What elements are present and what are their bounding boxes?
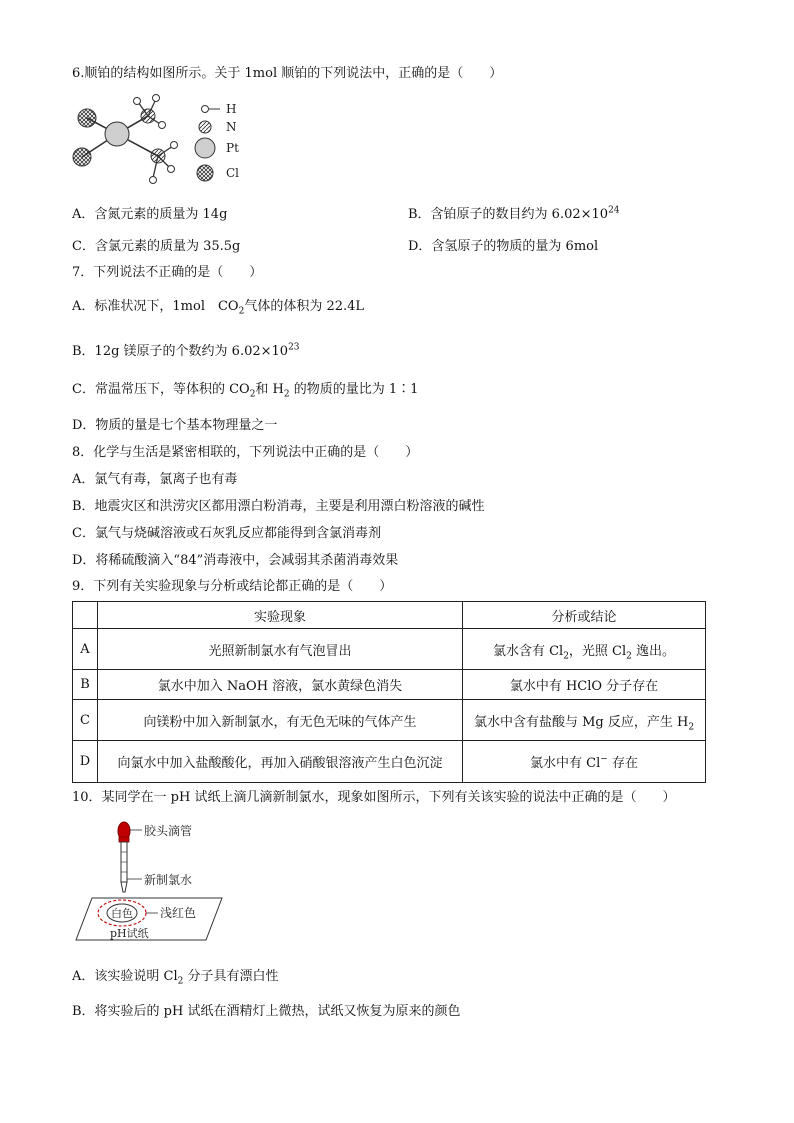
q6-option-b: B．含铂原子的数目约为 $6.02\times 10^{24}$ [408,205,620,222]
q9-table [72,601,706,783]
q6-option-d: D．含氢原子的物质的量为 6mol [408,239,599,254]
table-row [73,670,706,700]
header-conclusion: 分析或结论 [463,602,706,629]
q10-option-a: A．该实验说明 $Cl_2$ 分子具有漂白性 [72,969,279,987]
label-light-red: 浅红色 [160,906,197,920]
row-label: A [73,629,98,670]
row-phenomenon: 向氯水中加入盐酸酸化，再加入硝酸银溶液产生白色沉淀 [98,741,463,783]
cisplatin-structure-figure [70,90,260,190]
table-row [73,629,706,670]
table-row [73,602,706,629]
q6-option-a: A．含氮元素的质量为 14g [72,207,228,222]
legend-h-label: H [226,102,237,116]
row-phenomenon: 光照新制氯水有气泡冒出 [98,629,463,670]
label-white: 白色 [111,907,133,920]
row-label: C [73,700,98,741]
row-phenomenon: 氯水中加入 NaOH 溶液，氯水黄绿色消失 [98,670,463,700]
q6-option-c: C．含氯元素的质量为 35.5g [72,239,241,254]
table-row [73,741,706,783]
row-label: B [73,670,98,700]
q9-stem: 9．下列有关实验现象与分析或结论都正确的是（ ） [72,579,393,594]
q7-option-b: B．12g 镁原子的个数约为 $6.02\times 10^{23}$ [72,342,300,359]
header-phenomenon: 实验现象 [98,602,463,629]
label-dropper: 胶头滴管 [144,824,193,838]
q7-option-a: A．标准状况下，1mol $CO_2$气体的体积为 22.4L [72,299,365,317]
q7-option-d: D．物质的量是七个基本物理量之一 [72,418,278,433]
q8-option-b: B．地震灾区和洪涝灾区都用漂白粉消毒，主要是利用漂白粉溶液的碱性 [72,499,485,514]
legend-cl-label: Cl [226,166,240,180]
label-chlorine-water: 新制氯水 [144,873,193,887]
ph-paper-experiment-figure [72,816,252,946]
q10-option-b: B．将实验后的 pH 试纸在酒精灯上微热，试纸又恢复为原来的颜色 [72,1004,461,1019]
row-phenomenon: 向镁粉中加入新制氯水，有无色无味的气体产生 [98,700,463,741]
q8-stem: 8．化学与生活是紧密相联的，下列说法中正确的是（ ） [72,445,419,460]
q6-stem: 6.顺铂的结构如图所示。关于 1mol 顺铂的下列说法中，正确的是（ ） [72,66,503,81]
legend-pt-label: Pt [226,141,239,155]
q8-option-c: C．氯气与烧碱溶液或石灰乳反应都能得到含氯消毒剂 [72,526,381,541]
q10-stem: 10．某同学在一 pH 试纸上滴几滴新制氯水，现象如图所示，下列有关该实验的说法中正确的是（ ） [72,790,676,805]
table-corner-cell [73,602,98,629]
row-label: D [73,741,98,783]
table-row [73,700,706,741]
row-conclusion: 氯水中有 HClO 分子存在 [463,670,706,700]
q7-option-c: C．常温常压下，等体积的 $CO_2$和 $H_2$ 的物质的量比为 1∶1 [72,382,419,400]
q7-stem: 7．下列说法不正确的是（ ） [72,265,263,280]
q8-option-d: D．将稀硫酸滴入“84”消毒液中，会减弱其杀菌消毒效果 [72,553,399,568]
legend-n-label: N [226,120,237,134]
row-conclusion: 氯水中含有盐酸与 Mg 反应，产生 $H_2$ [463,700,706,741]
label-ph-paper: pH试纸 [110,927,149,940]
q8-option-a: A．氯气有毒，氯离子也有毒 [72,472,238,487]
row-conclusion: 氯水含有 $Cl_2$，光照 $Cl_2$ 逸出。 [463,629,706,670]
row-conclusion: 氯水中有 Cl− 存在 [463,741,706,783]
